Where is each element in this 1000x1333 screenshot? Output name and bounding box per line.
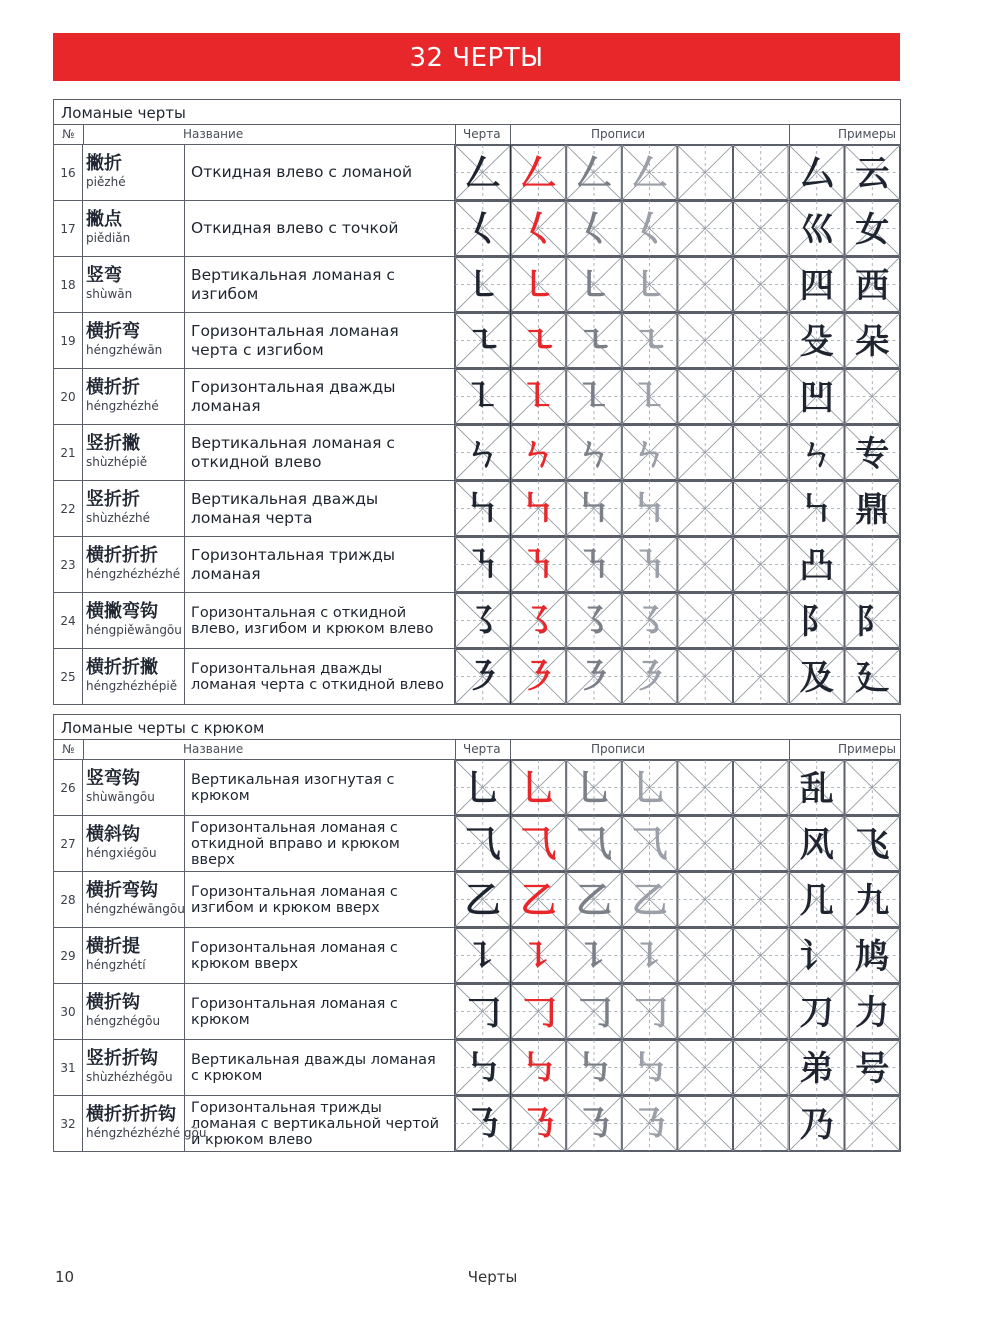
trace-glyph-grey: 𠃌 (631, 991, 668, 1033)
stroke-description: Откидная влево с ломаной (185, 145, 455, 200)
stroke-description: Вертикальная изогнутая с крюком (185, 760, 455, 815)
stroke-name (83, 928, 185, 983)
example-char: 鼎 (855, 490, 890, 530)
stroke-row (54, 369, 900, 425)
stroke-name (83, 1096, 207, 1151)
stroke-row (54, 537, 900, 593)
trace-glyph-grey: 𡿨 (631, 208, 668, 250)
practice-grid (455, 1096, 789, 1151)
stroke-name-hanzi: 横折折 (86, 377, 140, 398)
examples-grid (789, 760, 900, 815)
row-number: 16 (54, 145, 83, 200)
trace-glyph-red: ㇡ (520, 1103, 557, 1145)
grid-cell (845, 369, 901, 424)
trace-glyph-grey: 𡿨 (575, 208, 613, 250)
grid-cell (677, 760, 733, 815)
grid-cell (733, 760, 789, 815)
stroke-name-hanzi: 竖折撇 (86, 433, 140, 454)
footer-title: Черты (467, 1268, 518, 1286)
examples-grid (789, 649, 900, 704)
col-name-header: Название (183, 127, 244, 141)
stroke-description: Горизонтальная дважды ломаная черта с откидной влево (185, 649, 455, 704)
examples-grid (789, 257, 900, 312)
stroke-name-hanzi: 竖折折钩 (86, 1048, 158, 1069)
grid-cell (677, 201, 733, 256)
practice-grid (455, 872, 789, 927)
stroke-name-pinyin: héngzhézhézhé (86, 567, 181, 581)
stroke-name-hanzi: 横折弯 (86, 321, 140, 342)
stroke-glyph: ㇡ (464, 1103, 501, 1145)
section-title: Ломаные черты с крюком (54, 715, 900, 740)
examples-grid (789, 872, 900, 927)
stroke-row (54, 760, 900, 816)
trace-glyph-red: ㇊ (520, 935, 557, 977)
trace-glyph-grey: 𠃋 (575, 152, 613, 194)
grid-cell (733, 984, 789, 1039)
grid-cell (677, 425, 733, 480)
stroke-name-hanzi: 撇折 (86, 153, 122, 174)
col-examples-header: Примеры (838, 127, 896, 141)
header-divider (510, 125, 511, 144)
grid-cell (733, 1096, 789, 1151)
stroke-name (83, 145, 185, 200)
stroke-glyph: ㄣ (464, 432, 501, 474)
example-char: 西 (855, 266, 890, 306)
stroke-glyph: 乙 (464, 879, 501, 921)
stroke-description: Горизонтальная ломаная черта с изгибом (185, 313, 455, 368)
practice-grid (455, 1040, 789, 1095)
trace-glyph-grey: ㇌ (575, 600, 613, 642)
stroke-glyph: ㇎ (464, 544, 501, 586)
grid-cell (733, 872, 789, 927)
example-char: 几 (799, 881, 834, 921)
trace-glyph-grey: 乙 (575, 879, 613, 921)
trace-glyph-grey: ㇍ (575, 320, 613, 362)
stroke-glyph: ㇋ (464, 656, 501, 698)
example-char: 力 (855, 993, 890, 1033)
example-char: 廴 (855, 658, 890, 698)
trace-glyph-grey: ㇍ (631, 320, 668, 362)
page-number: 10 (55, 1268, 75, 1286)
stroke-name-hanzi: 竖折折 (86, 489, 140, 510)
grid-cell (845, 760, 901, 815)
row-number: 20 (54, 369, 83, 424)
examples-grid (789, 1040, 900, 1095)
trace-glyph-red: ㇉ (520, 1047, 557, 1089)
row-number: 24 (54, 593, 83, 648)
stroke-row (54, 481, 900, 537)
trace-glyph-grey: ㇡ (575, 1103, 613, 1145)
stroke-name-pinyin: piězhé (86, 175, 126, 189)
trace-glyph-grey: ㇅ (575, 376, 613, 418)
trace-glyph-grey: ㇌ (631, 600, 668, 642)
trace-glyph-red: ㇞ (520, 488, 557, 530)
header-divider (789, 125, 790, 144)
stroke-name-pinyin: héngzhézhé (86, 399, 159, 413)
example-char: 乱 (799, 769, 834, 809)
stroke-description: Горизонтальная дважды ломаная (185, 369, 455, 424)
practice-grid (455, 369, 789, 424)
column-header-row (54, 740, 900, 760)
row-number: 22 (54, 481, 83, 536)
row-number: 31 (54, 1040, 83, 1095)
trace-glyph-red: ㇎ (520, 544, 557, 586)
stroke-row (54, 816, 900, 872)
examples-grid (789, 984, 900, 1039)
grid-cell (733, 481, 789, 536)
grid-cell (677, 313, 733, 368)
stroke-glyph: 乚 (464, 767, 501, 809)
examples-grid (789, 928, 900, 983)
example-char: 讠 (799, 937, 834, 977)
stroke-name (83, 984, 185, 1039)
stroke-name (83, 257, 185, 312)
trace-glyph-grey: ㇊ (575, 935, 613, 977)
trace-glyph-grey: ⺄ (575, 823, 613, 865)
stroke-glyph: ㇅ (464, 376, 501, 418)
col-stroke-header: Черта (463, 742, 501, 756)
trace-glyph-grey: ⺄ (631, 823, 668, 865)
trace-glyph-grey: ㇄ (575, 264, 613, 306)
grid-cell (677, 984, 733, 1039)
grid-cell (677, 145, 733, 200)
stroke-description: Горизонтальная ломаная с откидной вправо и крюком вверх (185, 816, 455, 871)
trace-glyph-red: ㇄ (520, 264, 557, 306)
examples-grid (789, 145, 900, 200)
examples-grid (789, 313, 900, 368)
grid-cell (733, 313, 789, 368)
stroke-name-hanzi: 横斜钩 (86, 824, 140, 845)
example-char: 厶 (799, 154, 834, 194)
stroke-glyph: ㇉ (464, 1047, 501, 1089)
stroke-row (54, 1040, 900, 1096)
practice-grid (455, 313, 789, 368)
example-char: 凸 (799, 546, 834, 586)
section-hooked-strokes (53, 714, 901, 1152)
stroke-description: Горизонтальная ломаная с крюком вверх (185, 928, 455, 983)
header-divider (510, 740, 511, 759)
examples-grid (789, 816, 900, 871)
stroke-row (54, 984, 900, 1040)
grid-cell (677, 257, 733, 312)
example-char: 巛 (799, 210, 834, 250)
stroke-name-hanzi: 横撇弯钩 (86, 601, 158, 622)
grid-cell (845, 537, 901, 592)
stroke-glyph: 𠃋 (464, 152, 501, 194)
trace-glyph-grey: ㇋ (631, 656, 668, 698)
grid-cell (677, 816, 733, 871)
stroke-row (54, 145, 900, 201)
practice-grid (455, 481, 789, 536)
grid-cell (733, 257, 789, 312)
stroke-row (54, 313, 900, 369)
stroke-glyph: ⺄ (464, 823, 501, 865)
grid-cell (677, 481, 733, 536)
example-char: 鸠 (855, 937, 890, 977)
row-number: 32 (54, 1096, 83, 1151)
stroke-name-hanzi: 横折折折钩 (86, 1104, 176, 1125)
stroke-row (54, 593, 900, 649)
grid-cell (733, 1040, 789, 1095)
stroke-name-pinyin: héngpiěwāngōu (86, 623, 182, 637)
header-divider (455, 740, 456, 759)
row-number: 27 (54, 816, 83, 871)
trace-glyph-red: ㄣ (520, 432, 557, 474)
practice-grid (455, 425, 789, 480)
stroke-name-pinyin: piědiǎn (86, 231, 131, 245)
stroke-name-pinyin: shùzhézhégōu (86, 1070, 173, 1084)
stroke-name-pinyin: shùzhépiě (86, 455, 148, 469)
section-broken-strokes (53, 99, 901, 705)
header-divider (83, 125, 84, 144)
stroke-glyph: 𠃌 (464, 991, 501, 1033)
stroke-name-pinyin: héngzhézhézhé gōu (86, 1126, 207, 1140)
stroke-description: Горизонтальная с откидной влево, изгибом и крюком влево (185, 593, 455, 648)
grid-cell (733, 649, 789, 704)
grid-cell (677, 1040, 733, 1095)
trace-glyph-grey: 乚 (631, 767, 668, 809)
practice-grid (455, 760, 789, 815)
grid-cell (733, 145, 789, 200)
header-divider (455, 125, 456, 144)
stroke-name-pinyin: héngzhétí (86, 958, 146, 972)
grid-cell (733, 201, 789, 256)
examples-grid (789, 481, 900, 536)
stroke-description: Вертикальная ломаная с откидной влево (185, 425, 455, 480)
grid-cell (845, 1096, 901, 1151)
row-number: 30 (54, 984, 83, 1039)
practice-grid (455, 928, 789, 983)
grid-cell (677, 593, 733, 648)
trace-glyph-red: ㇋ (520, 656, 557, 698)
stroke-description: Откидная влево с точкой (185, 201, 455, 256)
col-examples-header: Примеры (838, 742, 896, 756)
stroke-row (54, 201, 900, 257)
stroke-name-hanzi: 横折钩 (86, 992, 140, 1013)
stroke-name-pinyin: héngzhézhépiě (86, 679, 178, 693)
trace-glyph-red: ㇅ (520, 376, 557, 418)
practice-grid (455, 649, 789, 704)
example-char: 及 (799, 658, 834, 698)
example-char: 凹 (799, 378, 834, 418)
grid-cell (677, 369, 733, 424)
stroke-row (54, 257, 900, 313)
grid-cell (733, 369, 789, 424)
stroke-name (83, 481, 185, 536)
examples-grid (789, 1096, 900, 1151)
examples-grid (789, 593, 900, 648)
grid-cell (733, 928, 789, 983)
grid-cell (677, 649, 733, 704)
row-number: 25 (54, 649, 83, 704)
trace-glyph-grey: ㇎ (631, 544, 668, 586)
trace-glyph-red: ⺄ (520, 823, 557, 865)
stroke-glyph: ㇞ (464, 488, 501, 530)
stroke-name-pinyin: héngzhégōu (86, 1014, 161, 1028)
stroke-name-pinyin: shùwān (86, 287, 133, 301)
grid-cell (733, 537, 789, 592)
stroke-name (83, 872, 185, 927)
example-char: 阝 (799, 602, 834, 642)
stroke-name (83, 760, 185, 815)
trace-glyph-grey: ㇉ (575, 1047, 613, 1089)
trace-glyph-grey: 乙 (631, 879, 668, 921)
examples-grid (789, 537, 900, 592)
trace-glyph-red: 乙 (520, 879, 557, 921)
practice-grid (455, 816, 789, 871)
stroke-description: Горизонтальная ломаная с изгибом и крюком вверх (185, 872, 455, 927)
row-number: 26 (54, 760, 83, 815)
row-number: 28 (54, 872, 83, 927)
example-char: 朵 (855, 322, 890, 362)
stroke-description: Вертикальная ломаная с изгибом (185, 257, 455, 312)
col-name-header: Название (183, 742, 244, 756)
example-char: 云 (855, 154, 890, 194)
col-number-header: № (62, 742, 75, 756)
stroke-name (83, 537, 185, 592)
grid-cell (733, 593, 789, 648)
trace-glyph-grey: ㇊ (631, 935, 668, 977)
practice-grid (455, 145, 789, 200)
trace-glyph-grey: ㇞ (631, 488, 668, 530)
trace-glyph-grey: ㇉ (631, 1047, 668, 1089)
grid-cell (677, 1096, 733, 1151)
trace-glyph-grey: 𠃌 (575, 991, 613, 1033)
practice-grid (455, 984, 789, 1039)
col-practice-header: Прописи (591, 742, 646, 756)
stroke-name-pinyin: héngxiégōu (86, 846, 157, 860)
trace-glyph-grey: ㄣ (575, 432, 613, 474)
section-title: Ломаные черты (54, 100, 900, 125)
grid-cell (677, 872, 733, 927)
trace-glyph-red: ㇍ (520, 320, 557, 362)
stroke-name-pinyin: héngzhéwāngōu (86, 902, 185, 916)
example-char: ㄣ (799, 434, 834, 474)
example-char: 风 (799, 825, 834, 865)
stroke-name-pinyin: shùwāngōu (86, 790, 155, 804)
stroke-description: Горизонтальная трижды ломаная с вертикальной чертой и крюком влево (185, 1096, 455, 1151)
header-divider (83, 740, 84, 759)
stroke-name-hanzi: 横折弯钩 (86, 880, 158, 901)
header-divider (789, 740, 790, 759)
example-char: 弟 (799, 1049, 834, 1089)
stroke-row (54, 649, 900, 704)
column-header-row (54, 125, 900, 145)
stroke-row (54, 1096, 900, 1151)
examples-grid (789, 369, 900, 424)
row-number: 19 (54, 313, 83, 368)
grid-cell (677, 928, 733, 983)
col-stroke-header: Черта (463, 127, 501, 141)
col-practice-header: Прописи (591, 127, 646, 141)
practice-grid (455, 201, 789, 256)
example-char: 飞 (855, 825, 890, 865)
row-number: 17 (54, 201, 83, 256)
stroke-name-hanzi: 竖弯钩 (86, 768, 140, 789)
row-number: 18 (54, 257, 83, 312)
stroke-name (83, 816, 185, 871)
trace-glyph-grey: ㇅ (631, 376, 668, 418)
trace-glyph-red: 乚 (520, 767, 557, 809)
example-char: 九 (855, 881, 890, 921)
example-char: 专 (855, 434, 890, 474)
stroke-name-hanzi: 撇点 (86, 209, 122, 230)
col-number-header: № (62, 127, 75, 141)
example-char: ㇞ (799, 490, 834, 530)
stroke-name-pinyin: shùzhézhé (86, 511, 151, 525)
trace-glyph-grey: ㇎ (575, 544, 613, 586)
stroke-name (83, 649, 185, 704)
grid-cell (733, 425, 789, 480)
example-char: 乃 (799, 1105, 834, 1145)
stroke-glyph: ㇍ (464, 320, 501, 362)
trace-glyph-red: ㇌ (520, 600, 557, 642)
stroke-name (83, 201, 185, 256)
stroke-name (83, 1040, 185, 1095)
example-char: 号 (855, 1049, 890, 1089)
stroke-row (54, 872, 900, 928)
grid-cell (733, 816, 789, 871)
trace-glyph-grey: ㇄ (631, 264, 668, 306)
examples-grid (789, 201, 900, 256)
trace-glyph-grey: ㇋ (575, 656, 613, 698)
practice-grid (455, 593, 789, 648)
stroke-name-hanzi: 横折提 (86, 936, 140, 957)
stroke-glyph: 𡿨 (464, 208, 501, 250)
stroke-name (83, 313, 185, 368)
stroke-row (54, 928, 900, 984)
stroke-description: Горизонтальная ломаная с крюком (185, 984, 455, 1039)
trace-glyph-red: 𠃋 (520, 152, 557, 194)
trace-glyph-red: 𠃌 (520, 991, 557, 1033)
grid-cell (677, 537, 733, 592)
stroke-glyph: ㇊ (464, 935, 501, 977)
stroke-name (83, 425, 185, 480)
stroke-description: Вертикальная дважды ломаная с крюком (185, 1040, 455, 1095)
examples-grid (789, 425, 900, 480)
stroke-glyph: ㇄ (464, 264, 501, 306)
trace-glyph-grey: 𠃋 (631, 152, 668, 194)
stroke-name-pinyin: héngzhéwān (86, 343, 163, 357)
practice-grid (455, 537, 789, 592)
row-number: 23 (54, 537, 83, 592)
stroke-name-hanzi: 横折折撇 (86, 657, 158, 678)
example-char: 四 (799, 266, 834, 306)
row-number: 21 (54, 425, 83, 480)
example-char: 女 (855, 210, 890, 250)
stroke-name (83, 369, 185, 424)
trace-glyph-grey: ㇡ (631, 1103, 668, 1145)
page-banner: 32 ЧЕРТЫ (53, 33, 900, 81)
stroke-description: Вертикальная дважды ломаная черта (185, 481, 455, 536)
example-char: 阝 (855, 602, 890, 642)
trace-glyph-grey: 乚 (575, 767, 613, 809)
example-char: 殳 (799, 322, 834, 362)
stroke-name-hanzi: 竖弯 (86, 265, 122, 286)
practice-grid (455, 257, 789, 312)
trace-glyph-grey: ㄣ (631, 432, 668, 474)
trace-glyph-grey: ㇞ (575, 488, 613, 530)
stroke-row (54, 425, 900, 481)
example-char: 刀 (799, 993, 834, 1033)
stroke-name (83, 593, 185, 648)
stroke-description: Горизонтальная трижды ломаная (185, 537, 455, 592)
trace-glyph-red: 𡿨 (520, 208, 557, 250)
row-number: 29 (54, 928, 83, 983)
stroke-name-hanzi: 横折折折 (86, 545, 158, 566)
stroke-glyph: ㇌ (464, 600, 501, 642)
